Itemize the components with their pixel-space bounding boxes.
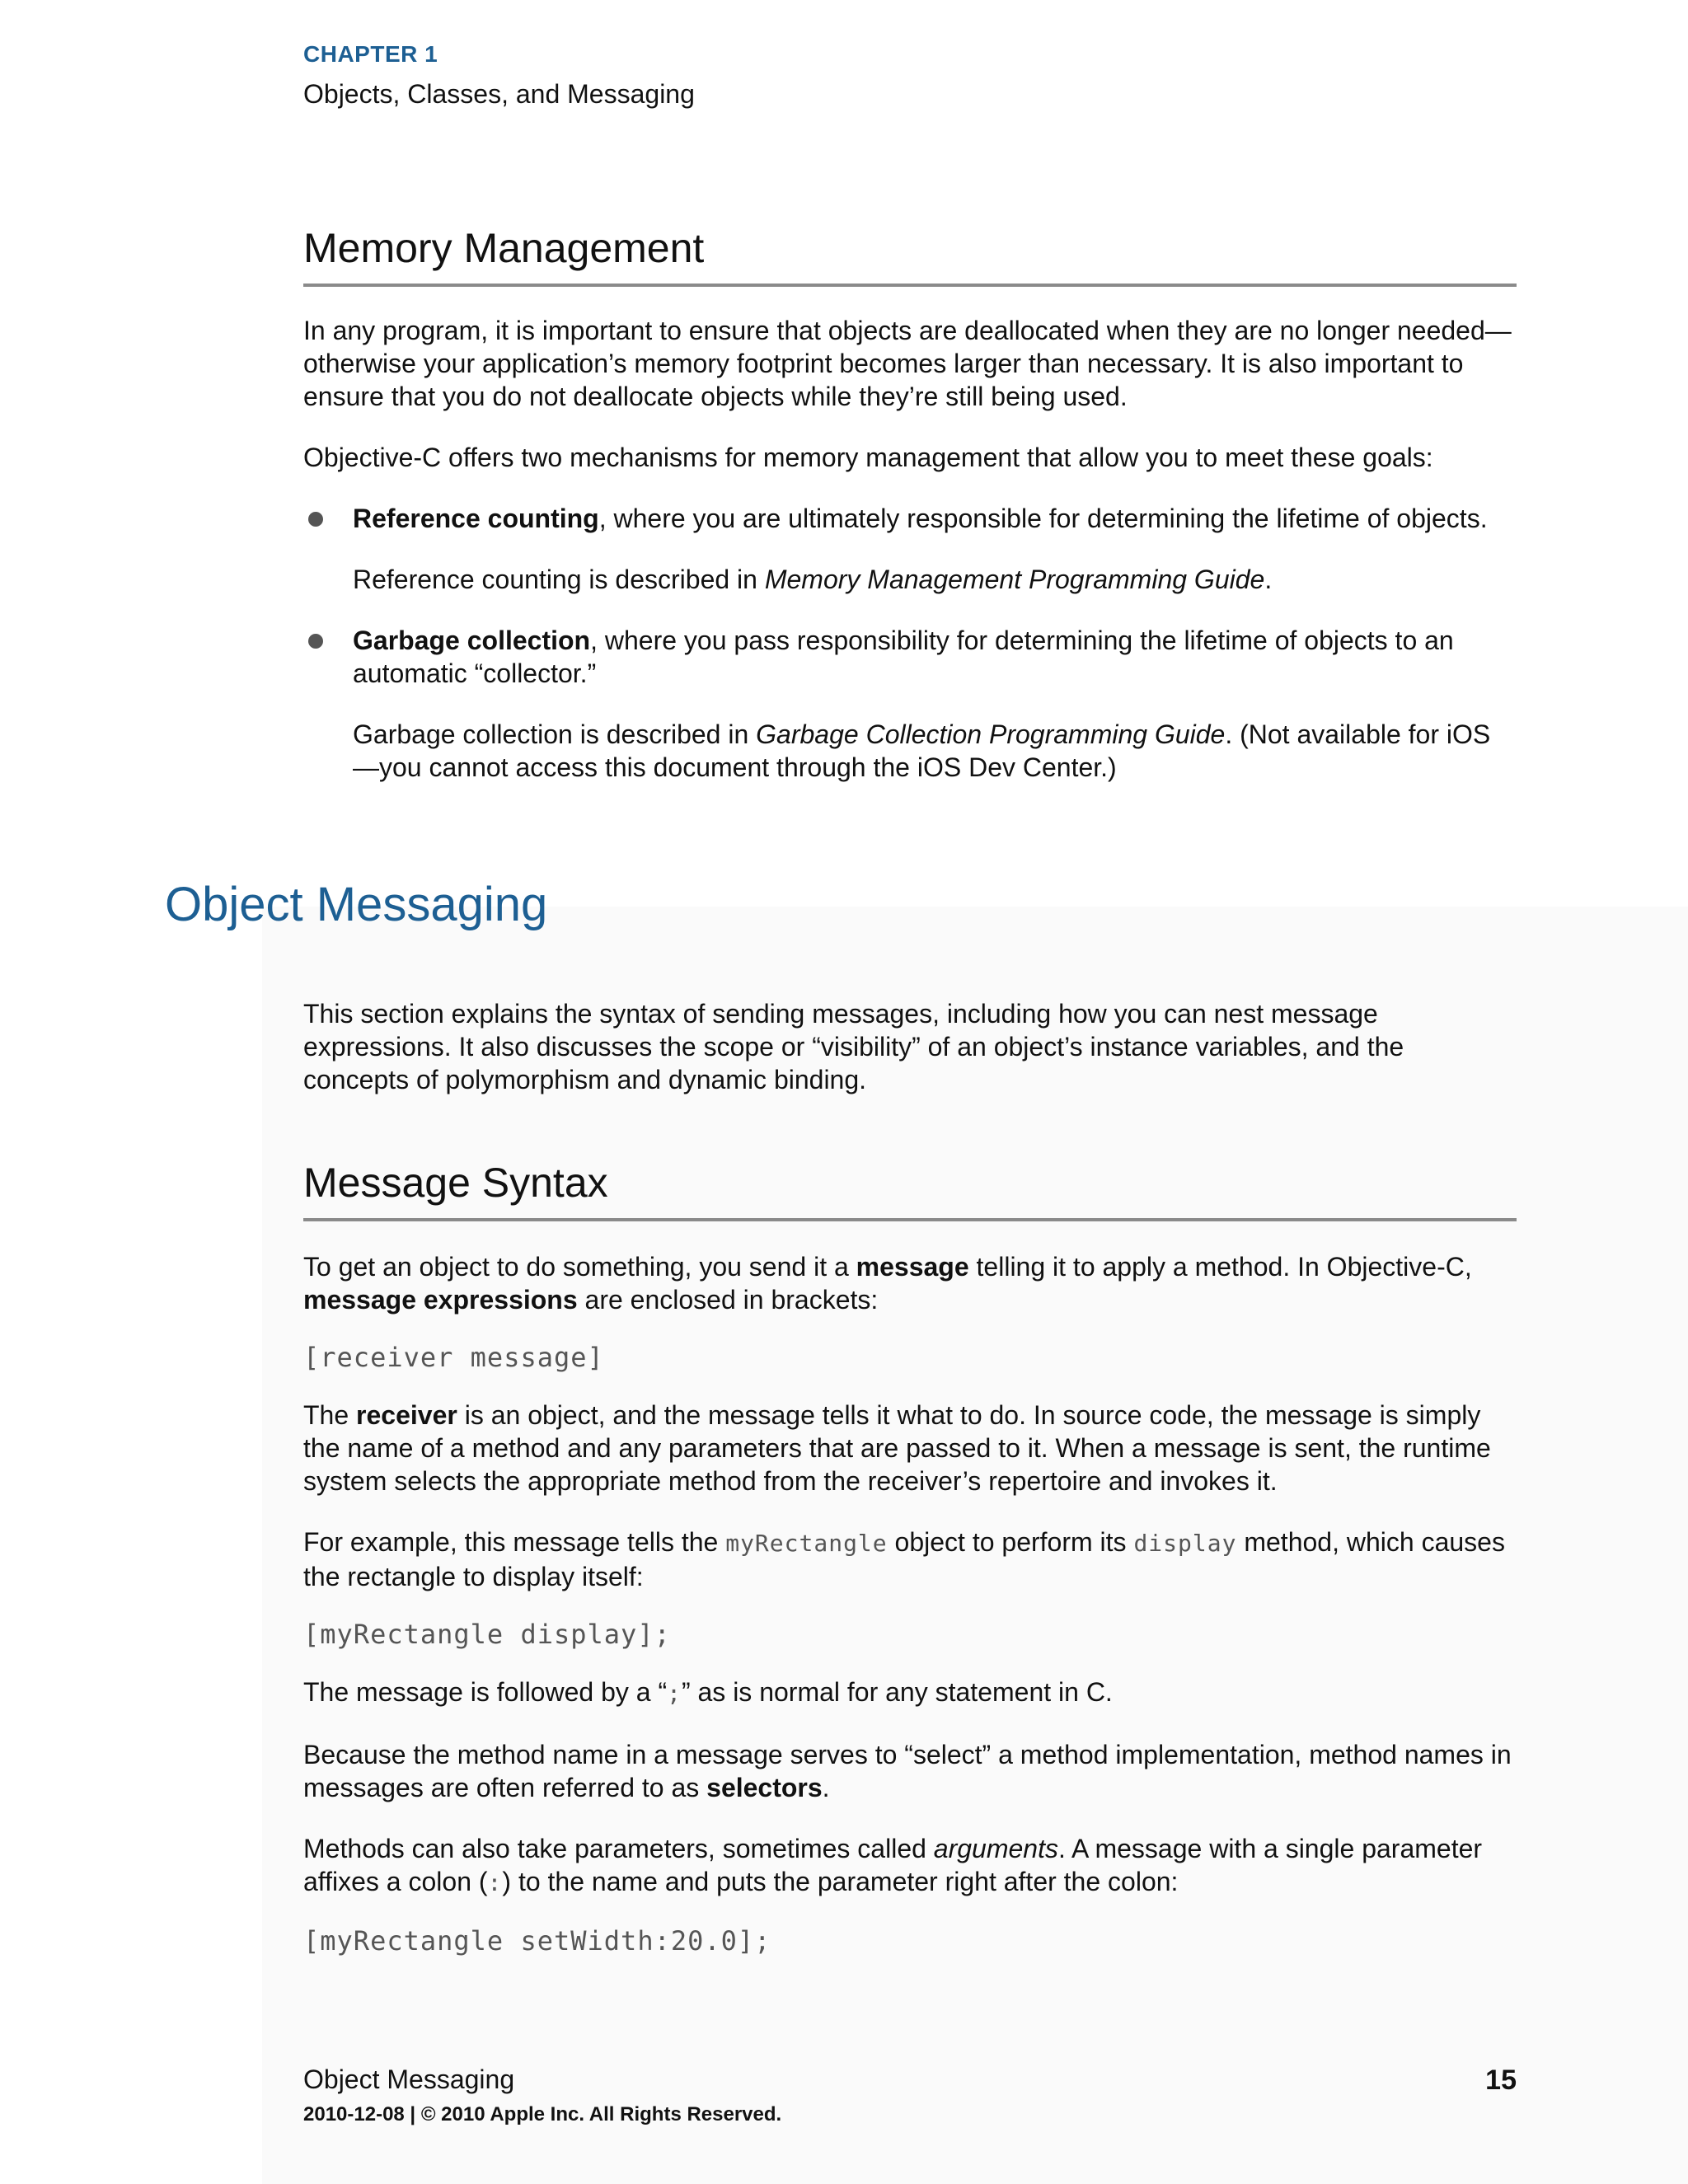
footer-section-title: Object Messaging	[303, 2064, 515, 2094]
syntax-paragraph-2	[303, 1399, 1517, 1497]
memory-management-body	[303, 314, 1517, 784]
term-receiver: receiver	[356, 1400, 457, 1430]
inline-code: ;	[667, 1680, 682, 1707]
bullet-term: Reference counting	[353, 504, 599, 533]
code-set-width: [myRectangle setWidth:20.0];	[303, 1925, 771, 1957]
memory-paragraph-2: Objective-C offers two mechanisms for memory management that allow you to meet these goals:	[303, 443, 1433, 472]
message-syntax-heading: Message Syntax	[303, 1159, 1517, 1221]
sub-text: Reference counting is described in	[353, 565, 765, 594]
bullet-subparagraph	[353, 563, 1517, 596]
syntax-paragraph-1	[303, 1250, 1517, 1316]
bullet-description: , where you are ultimately responsible for determining the lifetime of objects.	[598, 504, 1488, 533]
memory-management-heading: Memory Management	[303, 224, 1517, 287]
text: object to perform its	[887, 1527, 1134, 1557]
term-message-expressions: message expressions	[303, 1285, 578, 1315]
message-syntax-body	[303, 1250, 1517, 1957]
memory-management-heading-block	[303, 224, 1517, 287]
object-messaging-intro: This section explains the syntax of sending messages, including how you can nest message expressions. It also discusses the scope or “visibility” of an object’s instance variables, and the concepts of polymorphism and dynamic binding.	[303, 999, 1404, 1094]
text: telling it to apply a method. In Objective-C,	[968, 1252, 1472, 1282]
sub-text: Garbage collection is described in	[353, 719, 757, 749]
guide-title: Memory Management Programming Guide	[764, 565, 1265, 594]
bullet-icon	[308, 634, 323, 649]
bullet-subparagraph	[353, 718, 1517, 784]
text: are enclosed in brackets:	[577, 1285, 879, 1315]
inline-code: display	[1133, 1530, 1237, 1557]
object-messaging-intro-block	[303, 997, 1517, 1096]
text: To get an object to do something, you send it a	[303, 1252, 856, 1282]
text: Methods can also take parameters, sometimes called	[303, 1834, 934, 1863]
memory-paragraph-1: In any program, it is important to ensure that objects are deallocated when they are no longer needed—otherwise your application’s memory footprint becomes larger than necessary. It is also important to ensure that you do not deallocate objects while they’re still being used.	[303, 316, 1512, 411]
page-header	[303, 41, 695, 110]
bullet-icon	[308, 512, 323, 527]
term-arguments: arguments	[933, 1834, 1058, 1863]
chapter-label: CHAPTER 1	[303, 41, 438, 67]
text: ” as is normal for any statement in C.	[681, 1677, 1113, 1707]
code-receiver-message: [receiver message]	[303, 1342, 604, 1373]
text: method, which causes the rectangle to display itself:	[303, 1527, 1505, 1591]
text: .	[822, 1773, 830, 1802]
list-item	[303, 624, 1517, 784]
text: . A message with a single parameter affixes a colon (	[303, 1834, 1483, 1896]
guide-title: Garbage Collection Programming Guide	[756, 719, 1226, 749]
text: For example, this message tells the	[303, 1527, 726, 1557]
sub-text-end: .	[1264, 565, 1273, 594]
text: The message is followed by a “	[303, 1677, 668, 1707]
text: The	[303, 1400, 357, 1430]
list-item	[303, 502, 1517, 596]
syntax-paragraph-3	[303, 1526, 1517, 1593]
syntax-paragraph-4	[303, 1675, 1517, 1710]
inline-code: :	[487, 1869, 503, 1896]
term-message: message	[856, 1252, 969, 1282]
text: Because the method name in a message serves to “select” a method implementation, method names in messages are often referred to as	[303, 1740, 1512, 1802]
inline-code: myRectangle	[725, 1530, 888, 1557]
text: is an object, and the message tells it what to do. In source code, the message is simply the name of a method and any parameters that are passed to it. When a message is sent, the runtime system selects the appropriate method from the receiver’s repertoire and invokes it.	[303, 1400, 1491, 1496]
chapter-title: Objects, Classes, and Messaging	[303, 79, 695, 109]
page-footer	[303, 2064, 1517, 2126]
bullet-description: , where you pass responsibility for determining the lifetime of objects to an automatic “collector.”	[353, 626, 1454, 688]
page-number: 15	[1485, 2064, 1517, 2096]
bullet-text	[353, 624, 1517, 690]
sub-text-end: . (Not available for iOS—you cannot access this document through the iOS Dev Center.)	[353, 719, 1491, 782]
bullet-text	[353, 502, 1517, 535]
code-display: [myRectangle display];	[303, 1619, 671, 1650]
syntax-paragraph-6	[303, 1832, 1517, 1900]
term-selectors: selectors	[706, 1773, 823, 1802]
text: ) to the name and puts the parameter right after the colon:	[502, 1867, 1179, 1896]
object-messaging-heading: Object Messaging	[165, 878, 548, 931]
message-syntax-heading-block	[303, 1159, 1517, 1221]
syntax-paragraph-5	[303, 1738, 1517, 1804]
bullet-term: Garbage collection	[353, 626, 591, 655]
footer-copyright: 2010-12-08 | © 2010 Apple Inc. All Rights Reserved.	[303, 2103, 782, 2125]
